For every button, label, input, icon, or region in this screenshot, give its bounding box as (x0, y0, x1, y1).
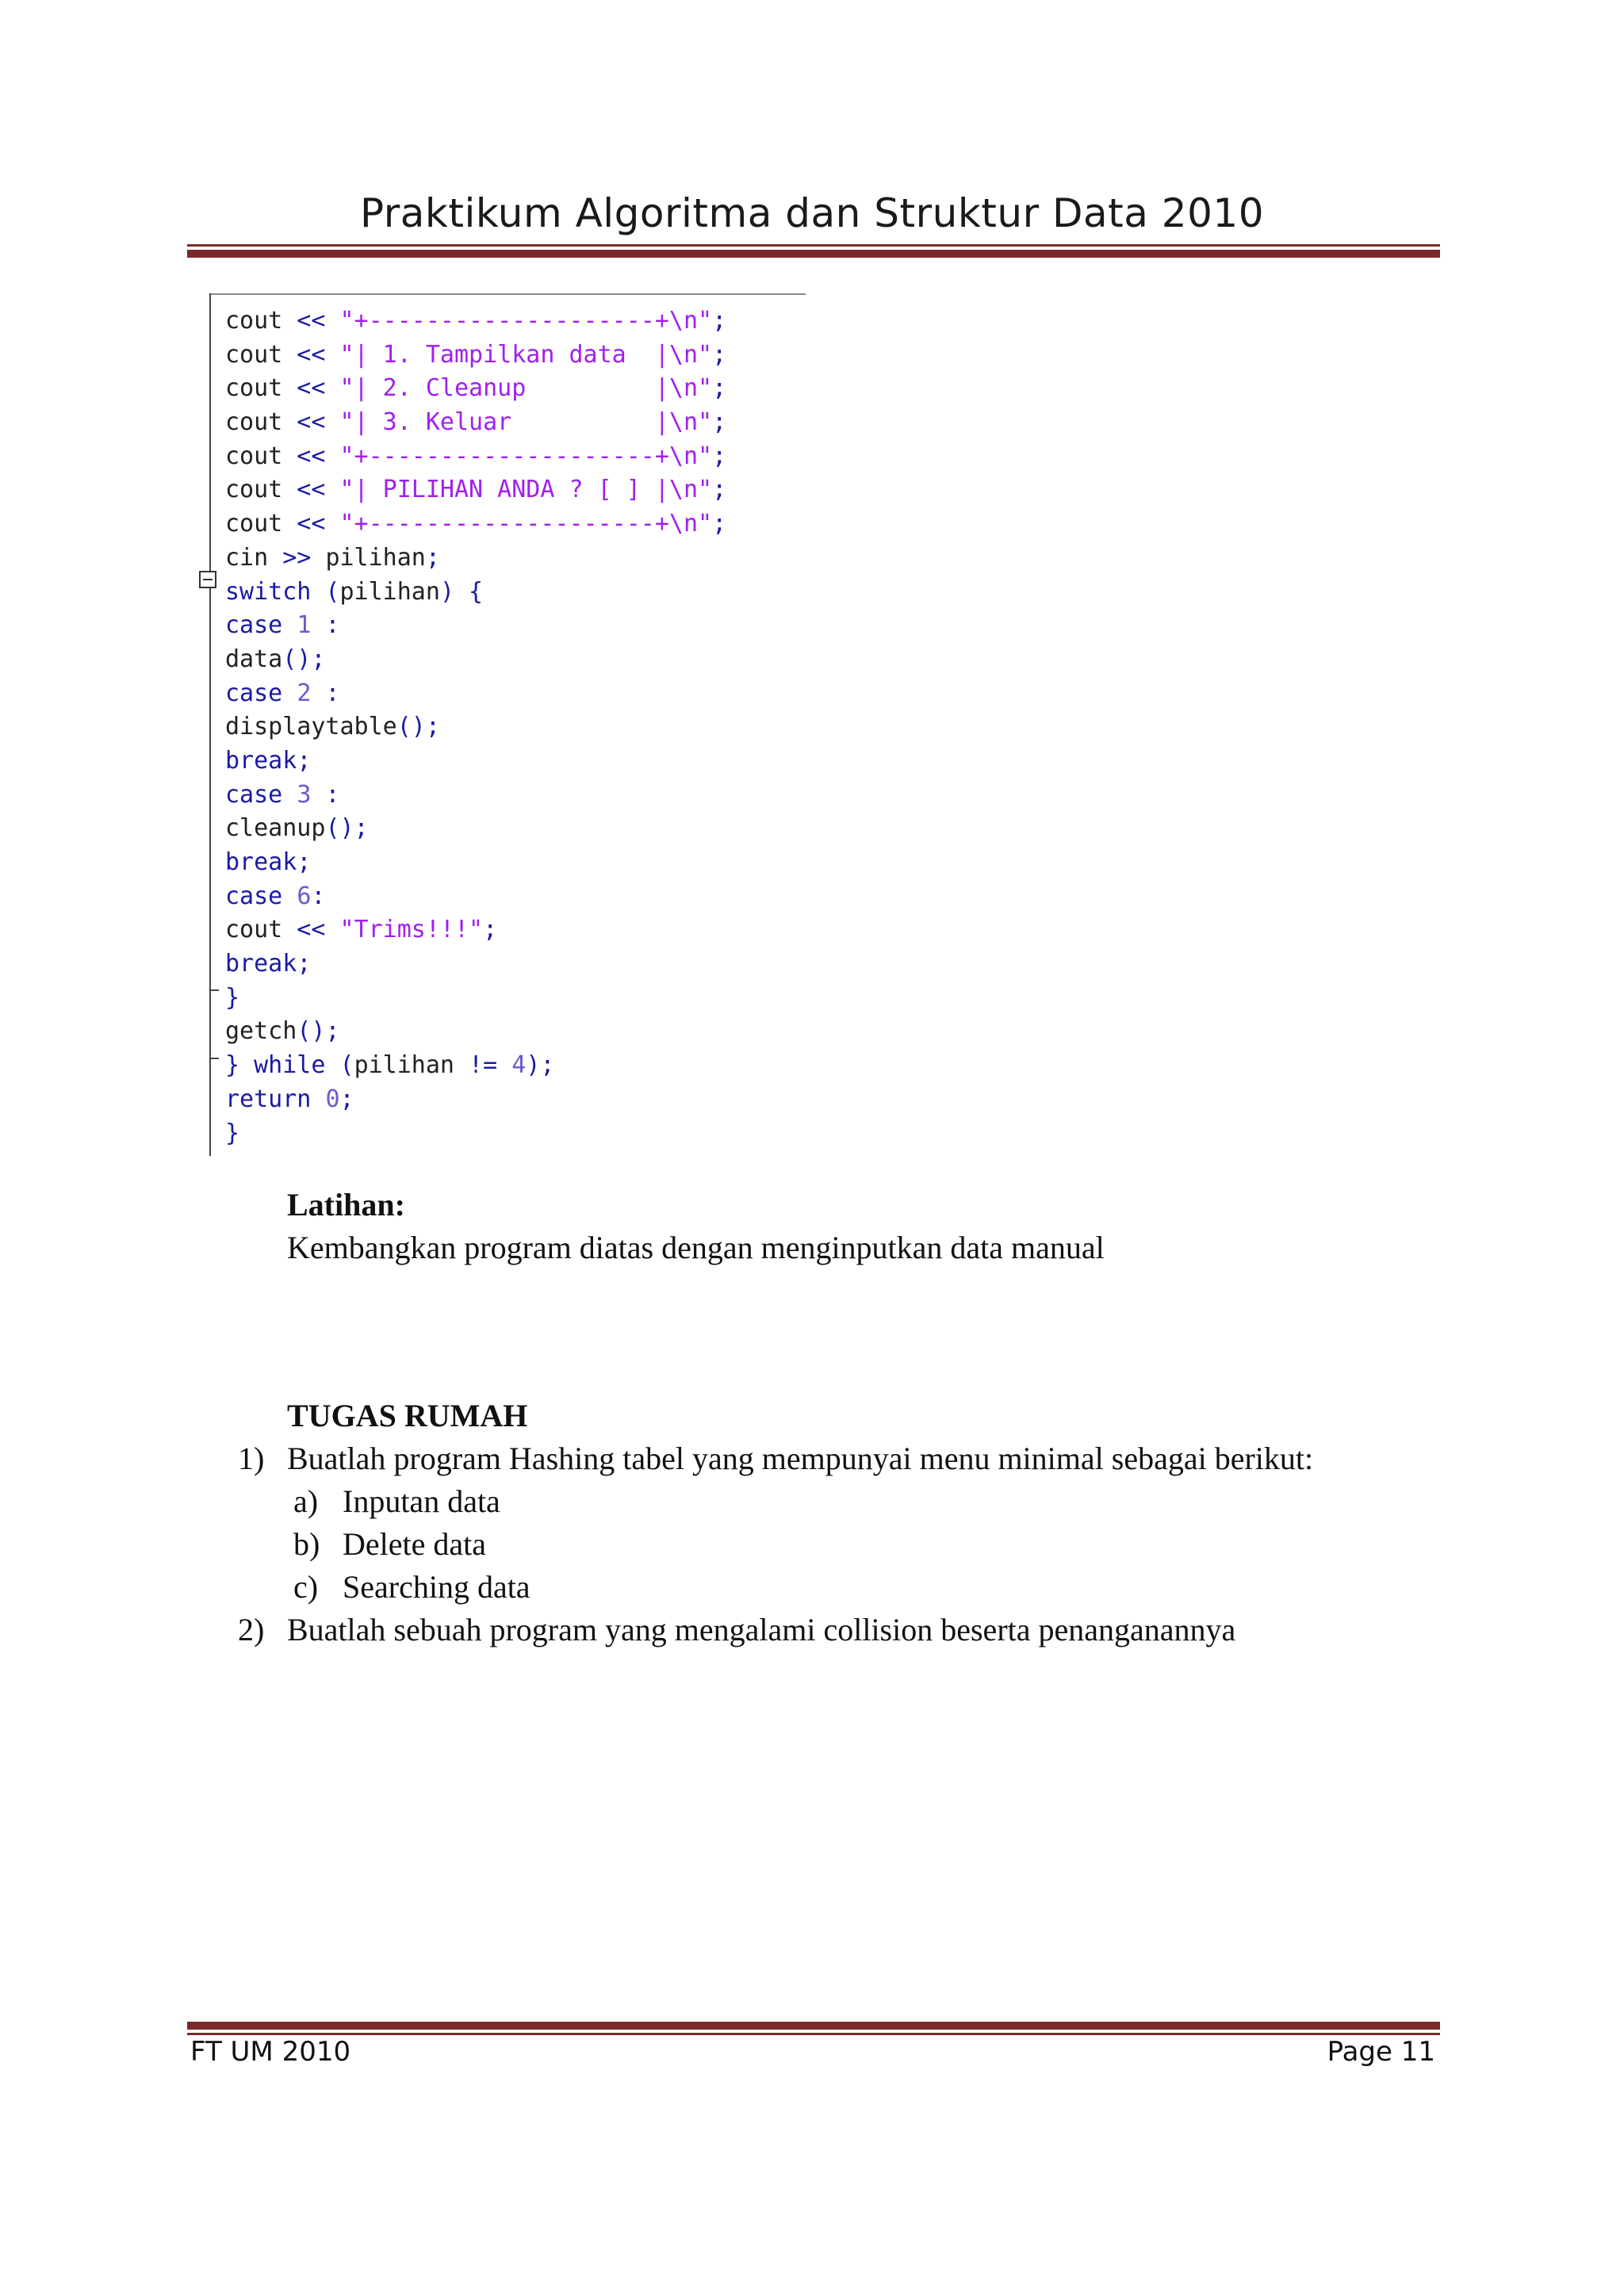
subtask-c-text: Searching data (343, 1569, 530, 1605)
code-line: } while (pilihan != 4); (225, 1051, 555, 1080)
code-line: displaytable(); (225, 713, 440, 741)
header-rule (187, 244, 1440, 258)
code-line: } (225, 983, 240, 1012)
code-line: cin >> pilihan; (225, 543, 440, 572)
fold-end-tick (211, 989, 219, 991)
code-line: cout << "+--------------------+\n"; (225, 510, 727, 538)
footer-rule (187, 2022, 1440, 2035)
code-line: cout << "| PILIHAN ANDA ? [ ] |\n"; (225, 476, 727, 504)
latihan-heading: Latihan: (287, 1187, 405, 1223)
code-line: break; (225, 746, 312, 775)
code-line: cleanup(); (225, 814, 369, 843)
code-top-border (209, 293, 806, 295)
subtask-a-text: Inputan data (343, 1483, 500, 1519)
code-line: cout << "+--------------------+\n"; (225, 307, 727, 335)
fold-end-tick (211, 1058, 219, 1059)
fold-collapse-icon[interactable] (199, 571, 216, 588)
code-line: case 3 : (225, 780, 340, 809)
code-line: break; (225, 950, 312, 978)
code-gutter-line (209, 293, 211, 1156)
code-line: case 6: (225, 882, 326, 910)
subtask-b-marker: b) (293, 1526, 320, 1562)
code-line: } (225, 1119, 240, 1147)
code-line: switch (pilihan) { (225, 577, 484, 606)
tugas-heading: TUGAS RUMAH (287, 1398, 528, 1433)
latihan-text: Kembangkan program diatas dengan menginputkan data manual (287, 1230, 1105, 1265)
subtask-b-text: Delete data (343, 1526, 486, 1562)
code-line: getch(); (225, 1017, 340, 1046)
code-line: cout << "Trims!!!"; (225, 916, 498, 944)
code-line: cout << "| 2. Cleanup |\n"; (225, 374, 727, 403)
code-line: break; (225, 848, 312, 876)
task-1-text: Buatlah program Hashing tabel yang mempunyai menu minimal sebagai berikut: (287, 1441, 1314, 1476)
footer-left-text: FT UM 2010 (190, 2036, 351, 2068)
code-line: data(); (225, 645, 326, 673)
code-lines (225, 304, 726, 1150)
code-line: case 2 : (225, 679, 340, 707)
code-line: case 1 : (225, 611, 340, 640)
code-line: cout << "| 3. Keluar |\n"; (225, 408, 727, 437)
code-line: cout << "+--------------------+\n"; (225, 442, 727, 470)
code-line: return 0; (225, 1085, 354, 1113)
footer-page-number: Page 11 (1327, 2036, 1435, 2068)
page-header-title: Praktikum Algoritma dan Struktur Data 2010 (359, 190, 1265, 236)
task-2-text: Buatlah sebuah program yang mengalami collision beserta penanganannya (287, 1612, 1236, 1647)
subtask-c-marker: c) (293, 1569, 319, 1605)
task-2-marker: 2) (238, 1612, 265, 1647)
subtask-a-marker: a) (293, 1483, 319, 1519)
code-listing (197, 293, 806, 1156)
code-line: cout << "| 1. Tampilkan data |\n"; (225, 340, 727, 369)
task-1-marker: 1) (238, 1441, 265, 1476)
